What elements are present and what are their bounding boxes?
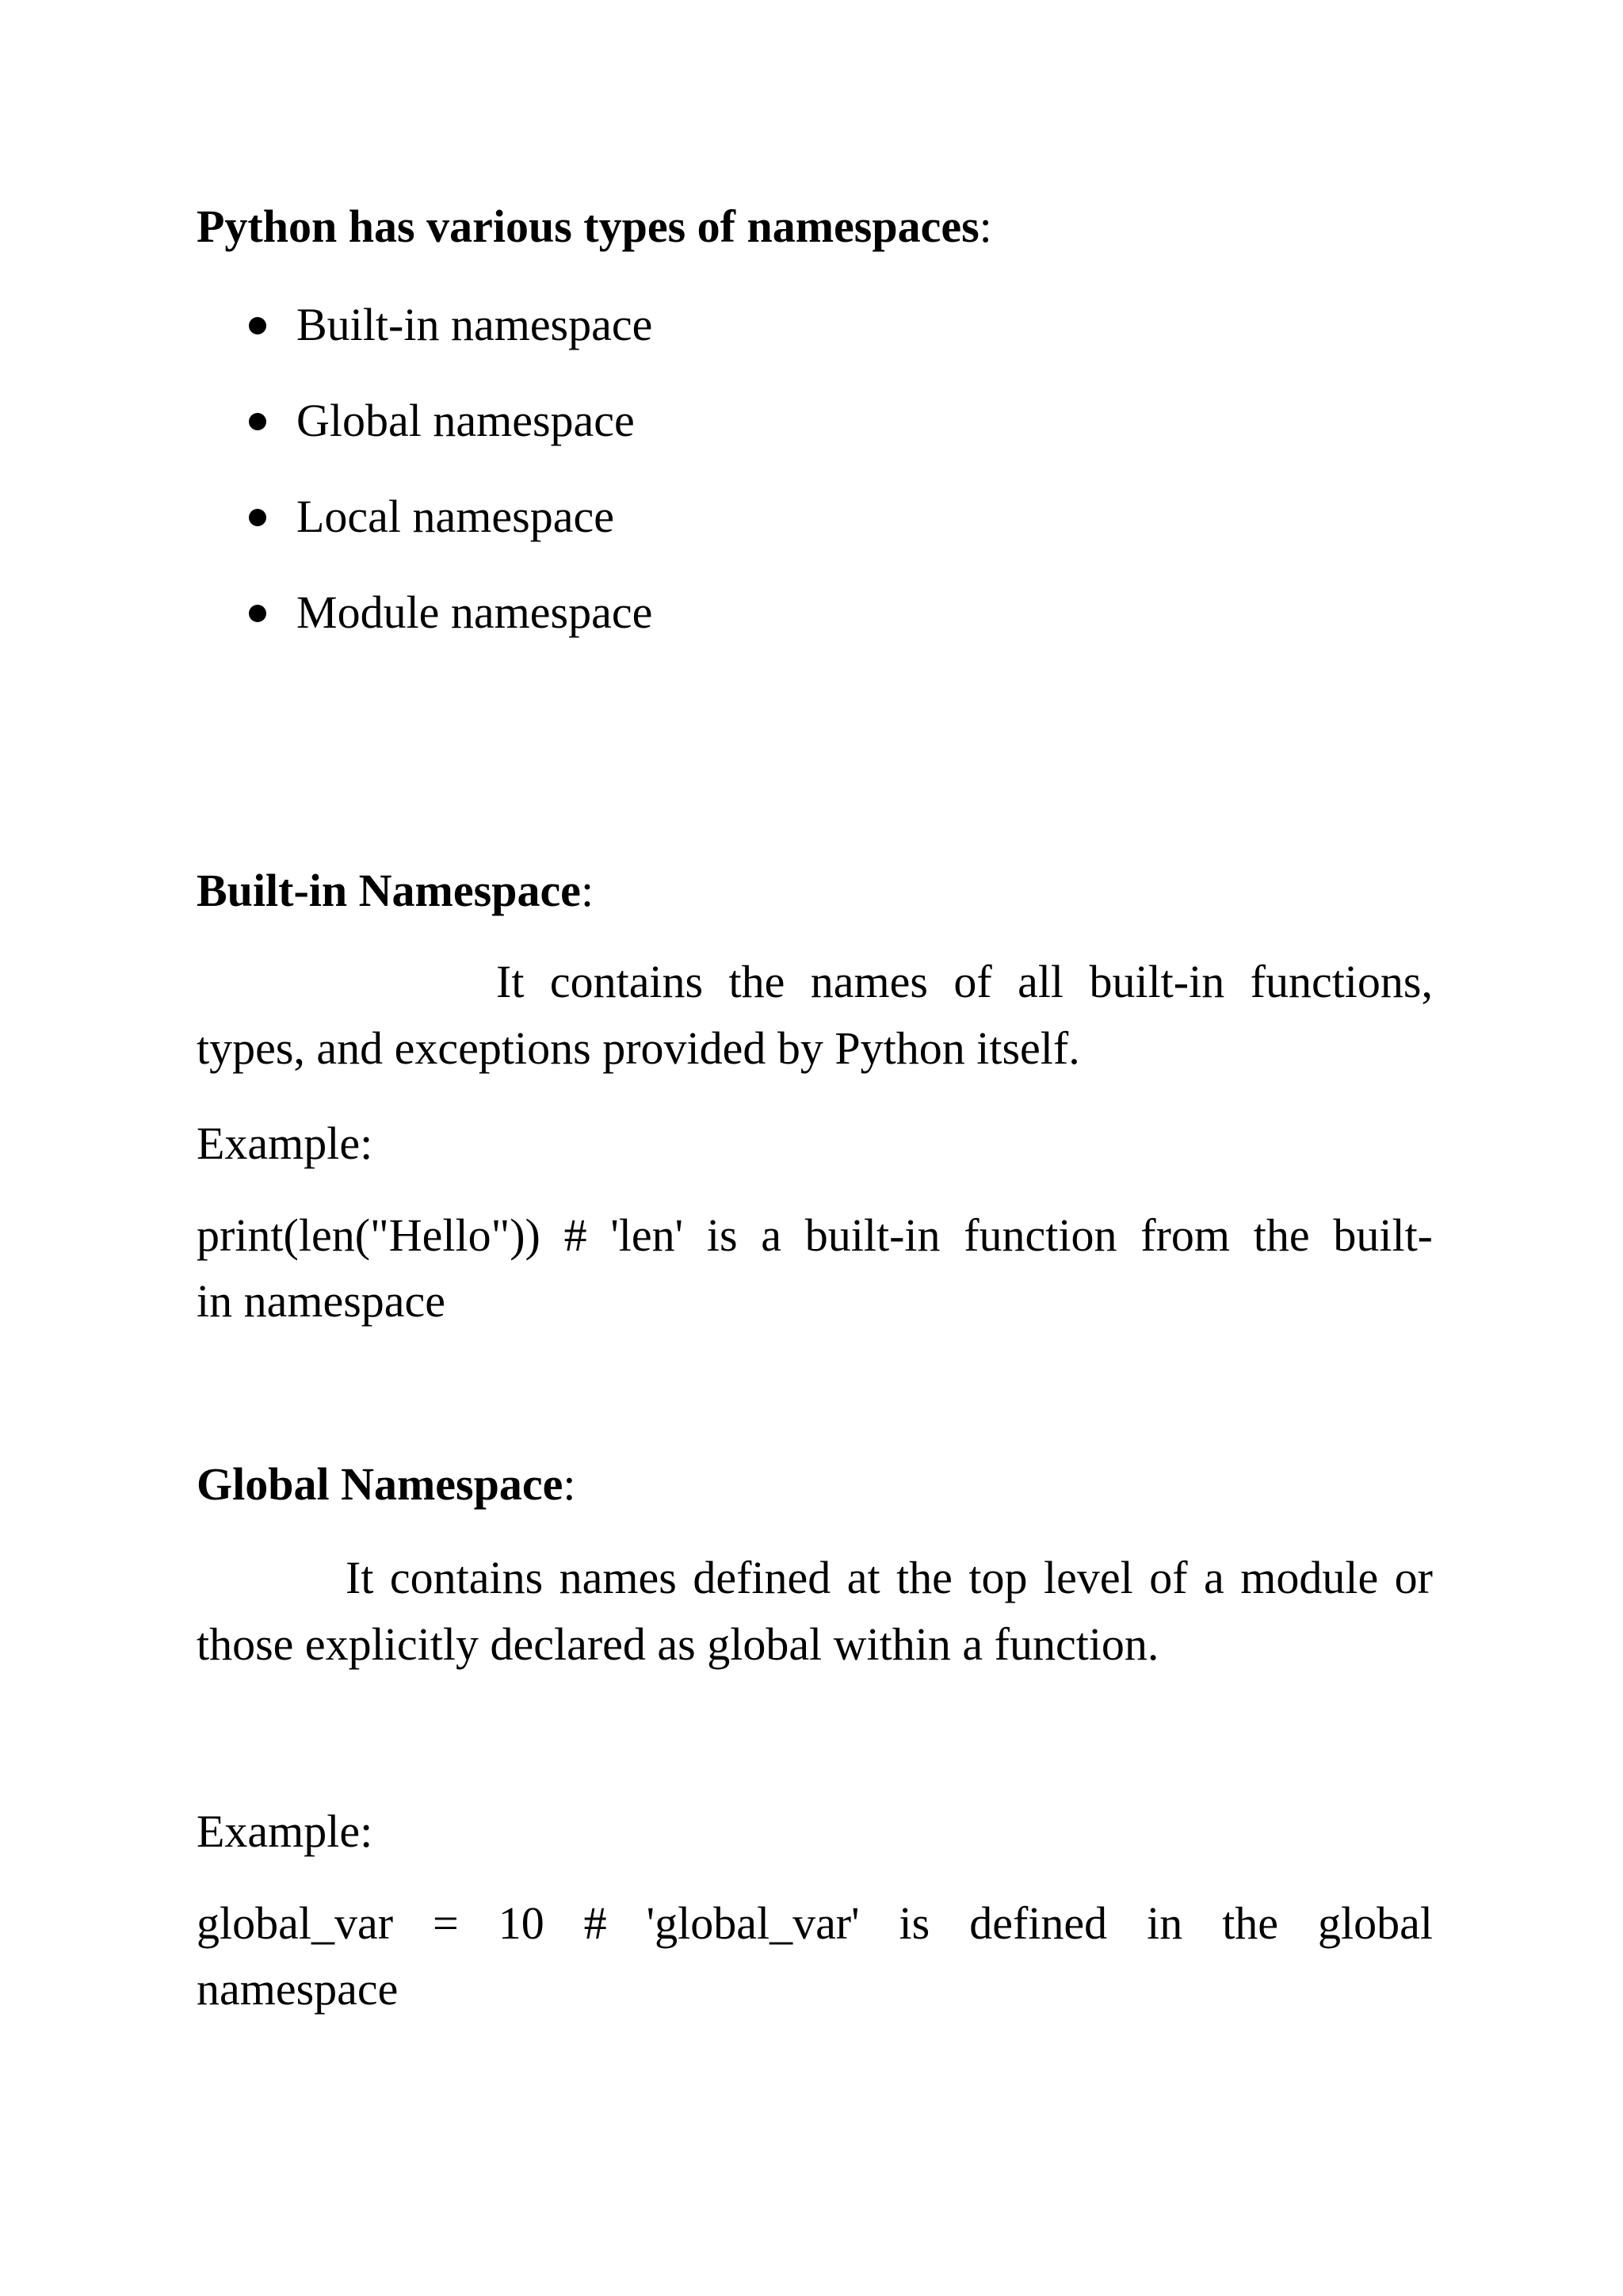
bullet-icon: [249, 605, 266, 622]
builtin-example-code-line: in namespace: [197, 1275, 446, 1327]
heading-colon: :: [979, 201, 992, 252]
builtin-namespace-heading: [197, 863, 594, 919]
bullet-icon: [249, 413, 266, 430]
namespace-types-heading-text: Python has various types of namespaces: [197, 201, 980, 252]
heading-colon: :: [580, 865, 594, 916]
global-namespace-heading: [197, 1457, 575, 1512]
global-example-label: Example:: [197, 1805, 373, 1857]
global-namespace-heading-text: Global Namespace: [197, 1458, 563, 1510]
bullet-icon: [249, 317, 266, 334]
builtin-namespace-heading-text: Built-in Namespace: [197, 865, 581, 916]
list-item-text: Local namespace: [296, 491, 614, 542]
global-example-code-line: namespace: [197, 1963, 399, 2015]
global-example-code-line: global_var = 10 # 'global_var' is defined in the global: [197, 1897, 1433, 1949]
bullet-icon: [249, 509, 266, 526]
list-item-text: Global namespace: [296, 395, 635, 446]
list-item-text: Module namespace: [296, 586, 653, 638]
list-item-text: Built-in namespace: [296, 299, 653, 350]
builtin-example-code-line: print(len("Hello")) # 'len' is a built-in function from the built-: [197, 1209, 1433, 1261]
global-description: It contains names defined at the top level of a module or those explicitly declared as global within a function.: [197, 1552, 1433, 1670]
namespace-types-heading: [197, 199, 992, 254]
builtin-example-label: Example:: [197, 1117, 373, 1169]
heading-colon: :: [563, 1458, 576, 1510]
builtin-description: It contains the names of all built-in functions, types, and exceptions provided by Python itself.: [197, 956, 1433, 1074]
